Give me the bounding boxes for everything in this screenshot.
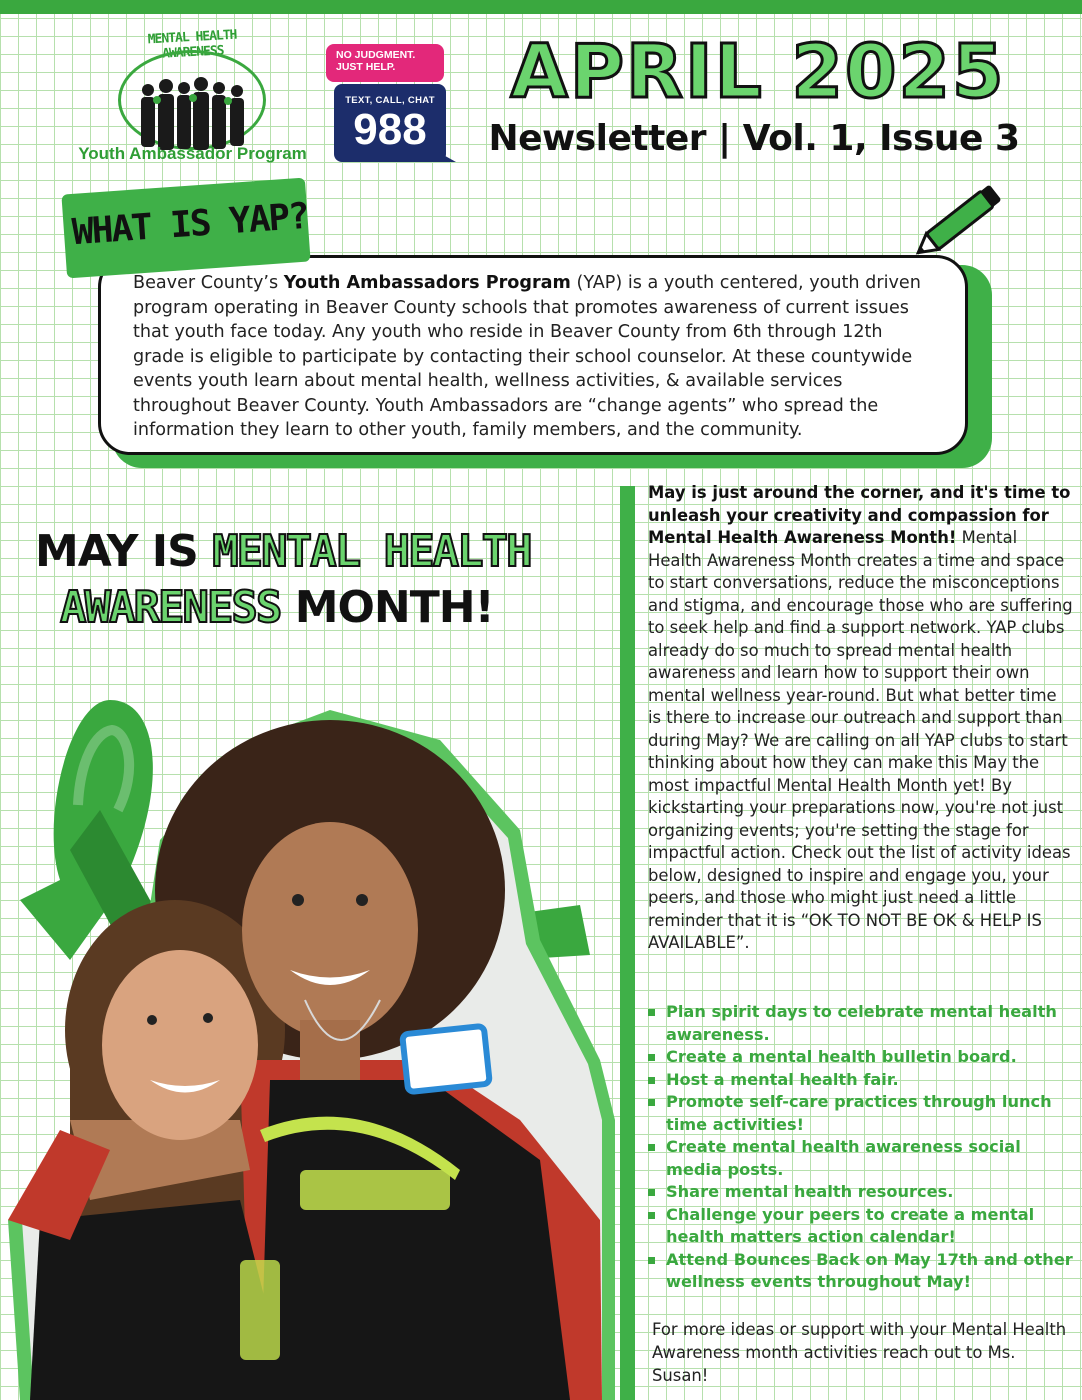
activity-ideas-list <box>648 1001 1073 1294</box>
list-item: Create mental health awareness social media posts. <box>648 1136 1073 1181</box>
badge-slogan <box>326 44 444 82</box>
yap-heading: WHAT IS YAP? <box>70 195 310 254</box>
may-headline-w4: MONTH! <box>280 582 494 633</box>
badge-slogan-line1: NO JUDGMENT. <box>336 49 416 61</box>
list-item: Promote self-care practices through lunch time activities! <box>648 1091 1073 1136</box>
may-article-lead: May is just around the corner, and it's time to unleash your creativity and compassion for Mental Health Awareness Month! <box>648 483 1071 547</box>
yap-program-name: Youth Ambassadors Program <box>283 273 571 293</box>
badge-channels: TEXT, CALL, CHAT <box>345 95 435 106</box>
may-article-text: Mental Health Awareness Month creates a time and space to start conversations, reduce the misconceptions and stigma, and encourage those who are suffering to seek help and find a support network. YAP clubs already do so much to spread mental health awareness and learn how to support their own mental wellness year-round. But what better time is there to increase our outreach and support than during May? We are calling on all YAP clubs to start thinking about how they can make this May the most impactful Mental Health Month yet! By kickstarting your preparations now, you're not just organizing events; you're setting the stage for impactful action. Check out the list of activity ideas below, designed to inspire and engage you, your peers, and those who might just need a little reminder that it is “OK TO NOT BE OK & HELP IS AVAILABLE”. <box>648 528 1073 952</box>
list-item: Create a mental health bulletin board. <box>648 1046 1073 1069</box>
list-item: Share mental health resources. <box>648 1181 1073 1204</box>
may-article-body <box>648 482 1073 955</box>
badge-number: 988 <box>353 105 427 154</box>
logo-arc-text: MENTAL HEALTH AWARENESS <box>147 27 237 62</box>
logo-caption: Youth Ambassador Program <box>78 144 307 163</box>
youth-ambassadors-photo <box>0 700 615 1400</box>
mental-health-awareness-logo <box>60 27 325 170</box>
list-item: Attend Bounces Back on May 17th and other wellness events throughout May! <box>648 1249 1073 1294</box>
list-item: Plan spirit days to celebrate mental health awareness. <box>648 1001 1073 1046</box>
badge-speech-tail <box>438 152 456 162</box>
issue-month-title: APRIL 2025 <box>510 29 1006 115</box>
column-divider <box>620 486 635 1400</box>
badge-slogan-line2: JUST HELP. <box>336 61 396 73</box>
may-headline-line2 <box>60 580 620 636</box>
issue-subtitle: Newsletter | Vol. 1, Issue 3 <box>488 118 1020 159</box>
top-bar <box>0 0 1082 14</box>
list-item: Challenge your peers to create a mental health matters action calendar! <box>648 1204 1073 1249</box>
badge-number-box <box>334 84 446 162</box>
may-headline-w1: MAY IS <box>35 526 213 577</box>
yap-description-box <box>98 255 968 455</box>
contact-note: For more ideas or support with your Mental Health Awareness month activities reach out to Ms. Susan! <box>652 1320 1067 1385</box>
list-item: Host a mental health fair. <box>648 1069 1073 1092</box>
may-headline-line1 <box>35 524 605 580</box>
988-lifeline-badge <box>326 44 461 166</box>
yap-intro-rest: (YAP) is a youth centered, youth driven program operating in Beaver County schools that promotes awareness of current issues that youth face today. Any youth who reside in Beaver County from 6th through 12th grade is eligible to participate by contacting their school counselor. At these countywide events youth learn about mental health, wellness activities, & available services throughout Beaver County. Youth Ambassadors are “change agents” who spread the information they learn to other youth, family members, and the community. <box>133 273 921 440</box>
may-headline-w2: MENTAL HEALTH <box>212 526 531 577</box>
pencil-icon <box>905 174 1015 266</box>
yap-intro-prefix: Beaver County’s <box>133 273 284 293</box>
may-headline-w3: AWARENESS <box>60 582 281 633</box>
